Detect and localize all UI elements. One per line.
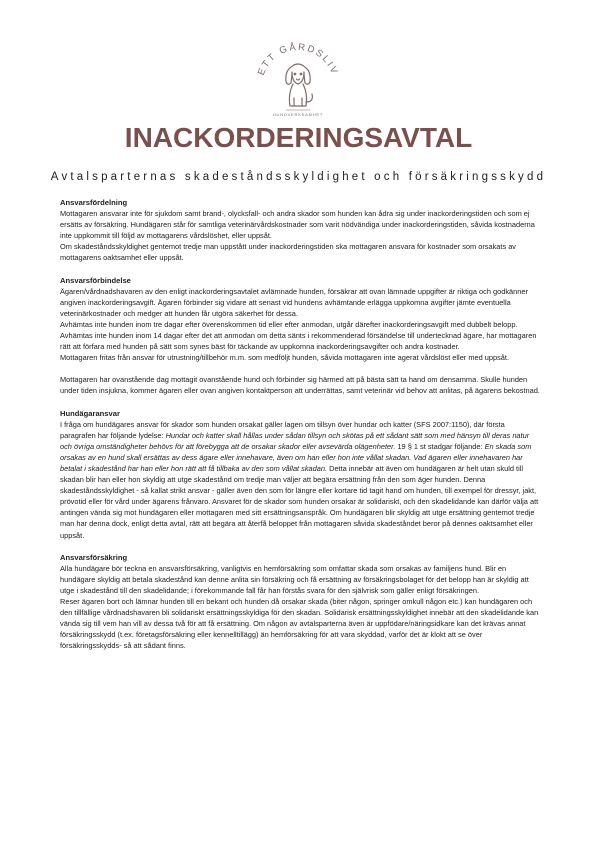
section-heading-ansvarsforbindelse: Ansvarsförbindelse [60,275,131,285]
paragraph: Alla hundägare bör teckna en ansvarsförsäkring, vanligtvis en hemförsäkring som omfattar skada som orsakas av familjens hund. Blir en hundägare skyldig att betala skadestånd kan denne anlita sin försäkring och få ersättning av försäkringsbolaget för det belopp han är skyldig att utge i skadestånd till den skadelidande; i förekommande fall får han förstås svara för den självrisk som gäller enligt försäkringen. [60,563,529,595]
paragraph: Mottagaren fritas från ansvar för utrustning/tillbehör m.m. som medföljt hunden, såvida mottagaren inte agerat vårdslöst eller med uppsåt. [60,353,509,363]
paragraph: Mottagaren ansvarar inte för sjukdom samt brand-, olycksfall- och andra skador som hunden kan ådra sig under inackorderingstiden och som ej ersätts av försäkring. Hundägaren står för samtliga veterinärvårdskostnader som varit nödvändiga under inackorderingstiden, såvida kostnaderna inte uppkommit till följd av mottagarens vårdslöshet, eller uppsåt. [60,209,535,241]
page-title: INACKORDERINGSAVTAL [124,122,473,153]
paragraph-hundagaransvar [60,419,540,541]
section-heading-hundagaransvar: Hundägaransvar [60,408,120,418]
text: 19 § 1 st stadgar följande: [395,441,485,451]
logo [248,28,348,128]
page-subtitle: Avtalsparternas skadeståndsskyldighet och försäkringsskydd [50,171,547,183]
quote: En skada som orsakas av en hund skall ersättas av dess ägare eller innehavare, även om han eller hon inte vållat skadan. Vad ägaren eller innehavaren har betalat i skadestånd har han eller hon rätt att få tillbaka av den som vållat skadan. [60,441,532,473]
paragraph: Om skadeståndsskyldighet gentemot tredje man uppstått under inackorderingstiden ska mottagaren ansvara för kostnader som orsakats av mottagarens oaktsamhet eller uppsåt. [60,242,516,263]
svg-text:ETT GÅRDSLIV [256,42,340,77]
quote: Hundar och katter skall hållas under sådan tillsyn och skötas på ett sådant sätt som med hänsyn till deras natur och övriga omständigheter behövs för att förebygga att de orsakar skador eller avsevärda olägenheter. [60,430,530,451]
paragraph: Ägaren/vårdnadshavaren av den enligt inackorderingsavtalet avlämnade hunden, försäkrar att ovan lämnade uppgifter är riktiga och godkänner angiven inackorderingsavgift. Ägaren förbinder sig vidare att senast vid hundens avhämtande erlägga uppkomna avgifter jämte eventuella veterinärkostnader och medger att hunden får utgöra säkerhet för dessa. [60,286,528,318]
paragraph: Mottagaren har ovanstående dag mottagit ovanstående hund och förbinder sig härmed att på bästa sätt ta hand om densamma. Skulle hunden under tiden insjukna, kommer ägaren eller ovan angiven kontaktperson att underrättas, samt veterinär vid behov att anlitas, på ägarens bekostnad. [60,375,540,396]
document-body [60,197,540,651]
paragraph: Avhämtas inte hunden inom 14 dagar efter det att anmodan om detta sänts i rekommenderad försändelse till undertecknad ägare, har mottagaren rätt att förfara med hunden på sätt som synes bäst för täckande av uppkomna inackorderingsavgifter och andra kostnader. [60,331,537,352]
logo-sub-text: HUNDVERKSAMHET [272,112,324,117]
logo-arc-text: ETT GÅRDSLIV [255,41,341,78]
section-heading-ansvarsforsakring: Ansvarsförsäkring [60,552,128,562]
text: Detta innebär att även om hundägaren är helt utan skuld till skadan blir han eller hon skyldig att utge skadestånd om tredje man väljer att begära ersättning från den som äger hunden. Denna skadeståndsskyldighet - så kallat strikt ansvar - gäller även den som för längre eller kortare tid tagit hand om hunden, till exempel för dressyr, jakt, prövotid eller för vård under ägarens frånvaro. Ansvaret för de skador som hunden orsakar är solidariskt, och den skadelidande kan därför välja att antingen vända sig mot hundägaren eller mottagaren med sitt ersättningsanspråk. Om hundägaren blir skyldig att utge ersättning gentemot tredje man har denna dock, enligt detta avtal, rätt att begära att återfå beloppet från mottagaren såvida skadeståndet beror på dennes oaktsamhet eller uppsåt. [60,463,539,540]
dog-icon [248,28,348,128]
paragraph: Avhämtas inte hunden inom tre dagar efter överenskommen tid eller efter anmodan, utgår därefter inackorderingsavgift med dubbelt belopp. [60,319,518,329]
text: I fråga om hundägares ansvar för skador som hunden orsakat gäller lagen om tillsyn över hundar och katter (SFS 2007:1150), där första paragrafen har följande lydelse: [60,419,505,440]
section-heading-ansvarsfordelning: Ansvarsfördelning [60,198,128,207]
paragraph: Reser ägaren bort och lämnar hunden till en bekant och hunden då orsakar skada (biter någon, springer omkull någon etc.) kan hundägaren och den tillfällige vårdnadshavaren bli solidariskt ersättningsskyldiga för den skadan. Solidarisk ersättningsskyldighet innebär att den skadelidande kan vända sig till vem han vill av dessa två för att få ersättning. Om någon av avtalsparterna även är uppfödare/näringsidkare kan det krävas annat försäkringsskydd (t.ex. företagsförsäkring eller kennelltillägg) än hemförsäkring för att vara skyddad, varför det är klokt att se över försäkringsskydds- så att sådant finns. [60,597,539,651]
